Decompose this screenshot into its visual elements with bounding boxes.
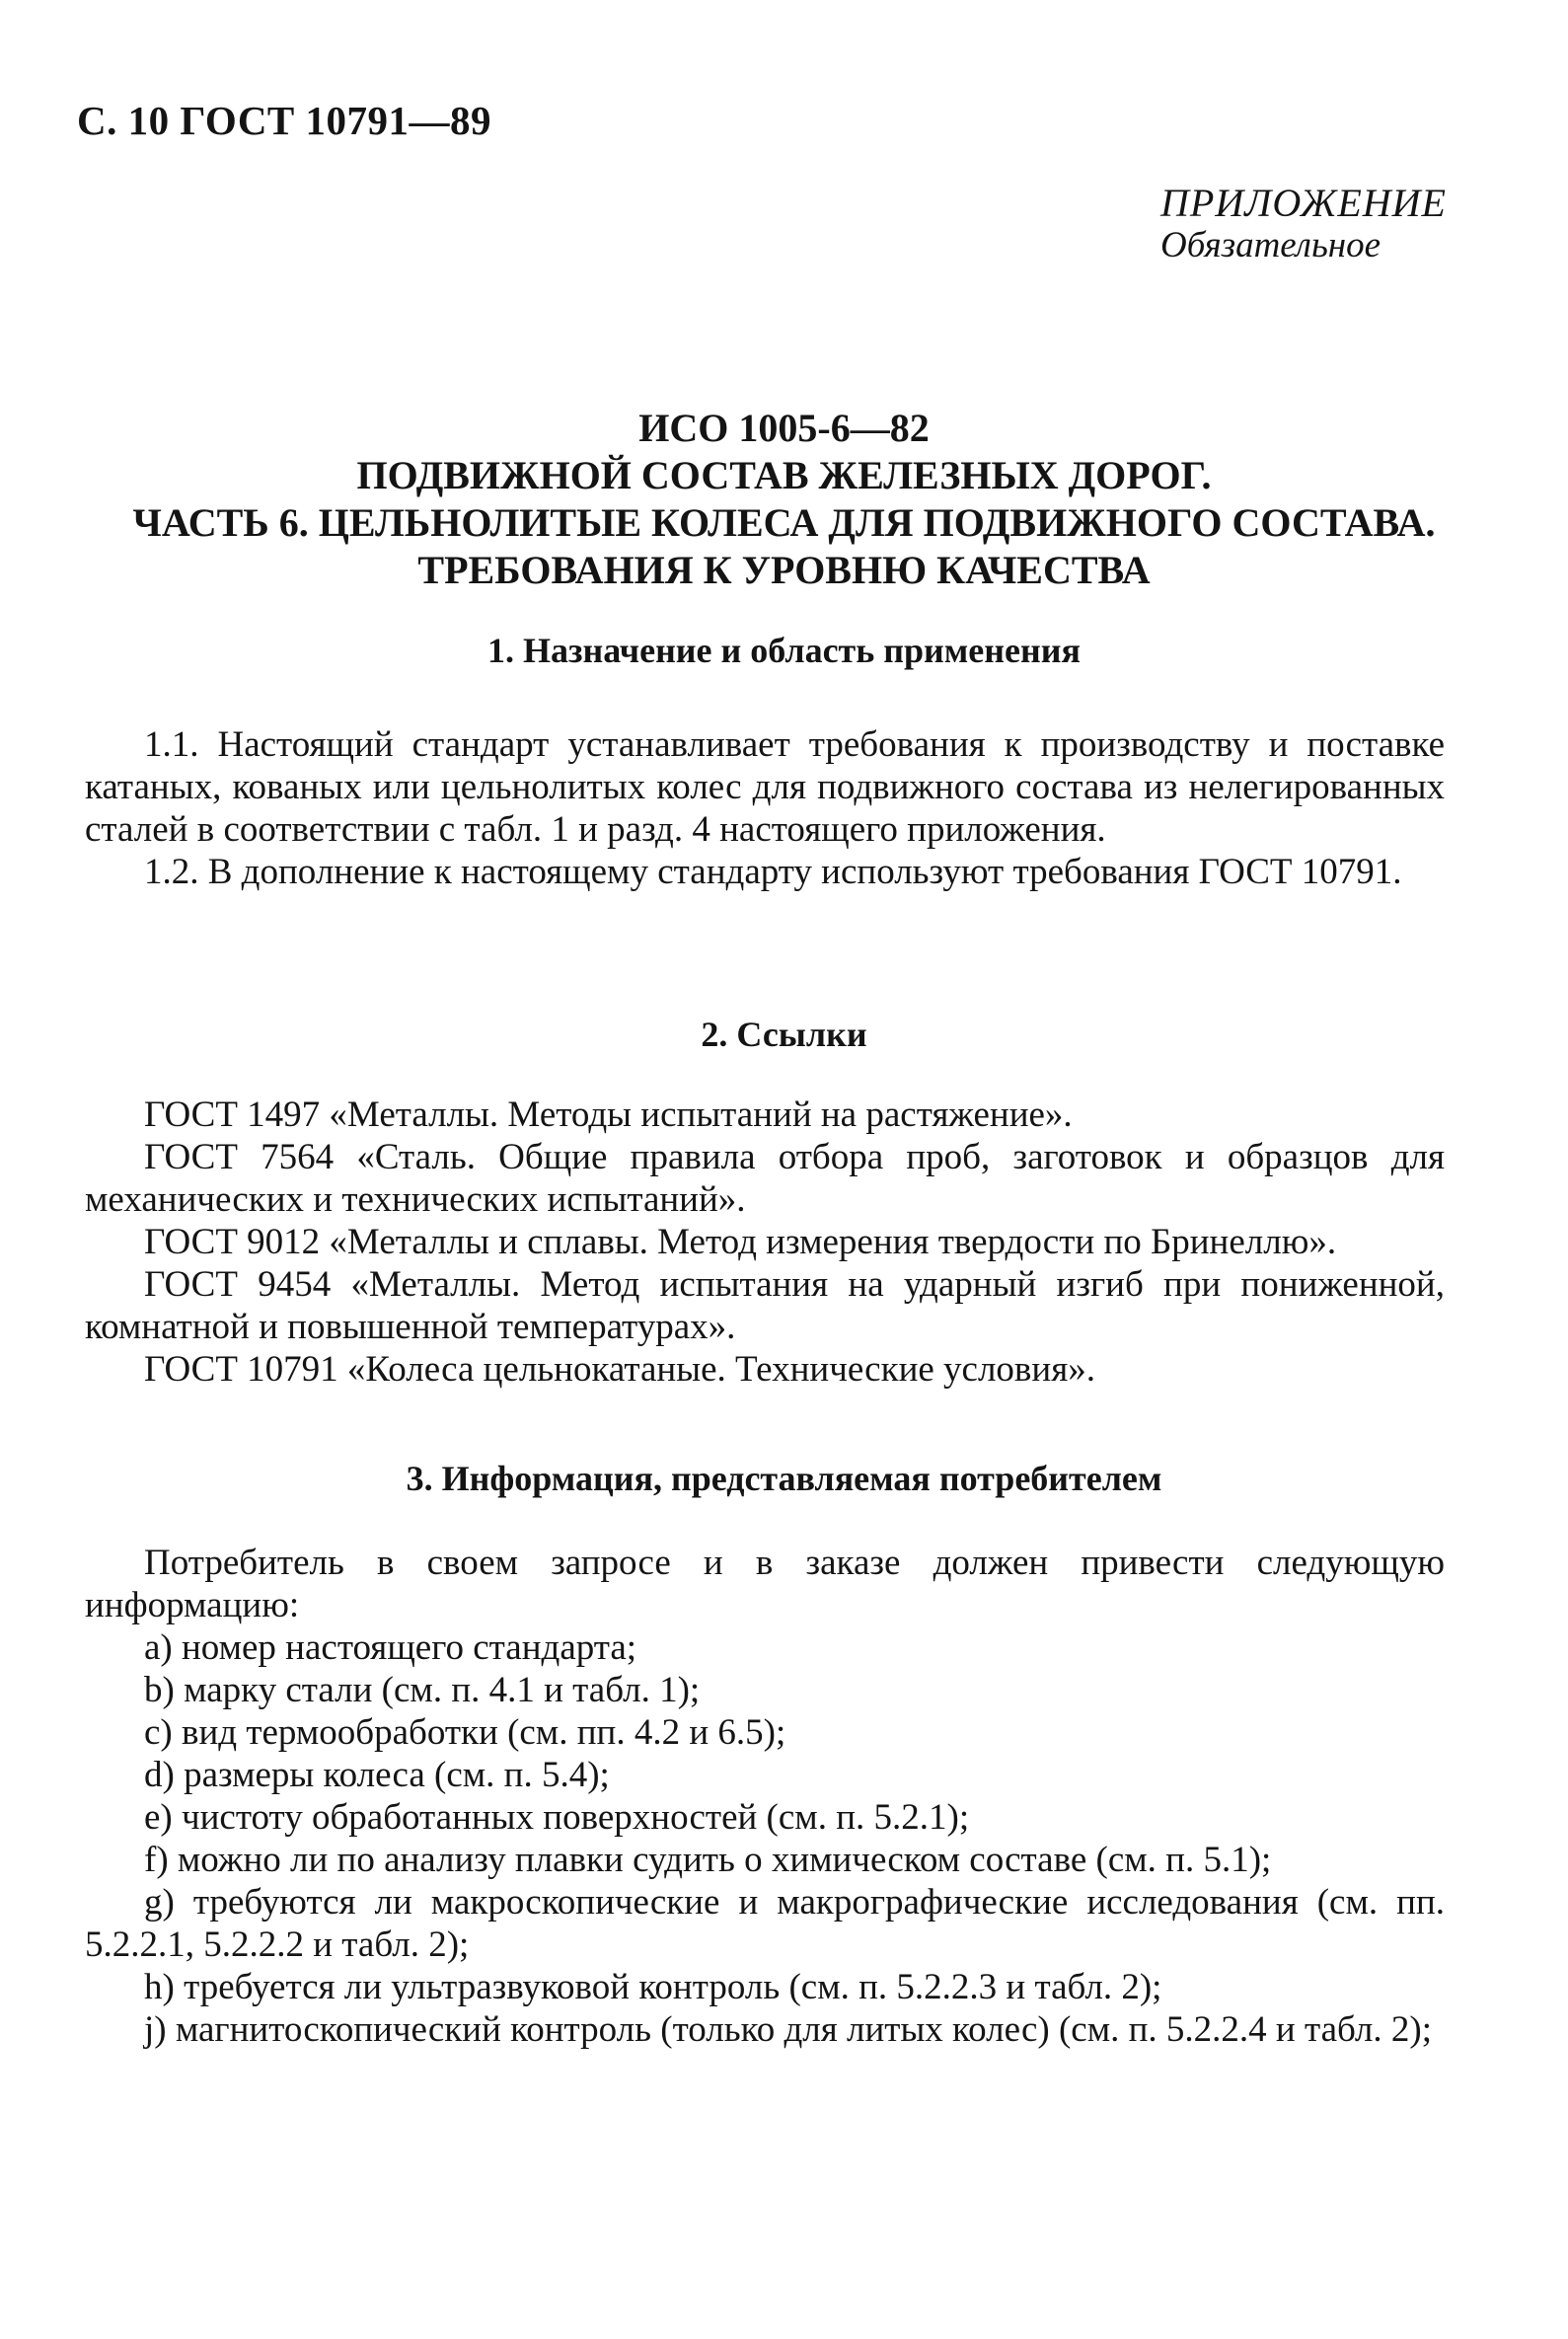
appendix-label: ПРИЛОЖЕНИЕ	[1160, 181, 1447, 225]
paragraph: Потребитель в своем запросе и в заказе должен привести следующую информацию:	[85, 1543, 1445, 1625]
title-line: ЧАСТЬ 6. ЦЕЛЬНОЛИТЫЕ КОЛЕСА ДЛЯ ПОДВИЖНОГО СОСТАВА.	[132, 500, 1436, 545]
list-item: h) требуется ли ультразвуковой контроль (см. п. 5.2.2.3 и табл. 2);	[144, 1967, 1162, 2007]
section-1-heading: 1. Назначение и область применения	[487, 631, 1081, 670]
title-line: ТРЕБОВАНИЯ К УРОВНЮ КАЧЕСТВА	[417, 548, 1151, 592]
section-1-body	[85, 723, 1445, 893]
reference-item: ГОСТ 7564 «Сталь. Общие правила отбора проб, заготовок и образцов для механических и технических испытаний».	[85, 1137, 1445, 1220]
list-item: g) требуются ли макроскопические и макрографические исследования (см. пп. 5.2.2.1, 5.2.2.2 и табл. 2);	[85, 1882, 1445, 1965]
section-3-heading: 3. Информация, представляемая потребителем	[406, 1459, 1162, 1498]
title-line: ПОДВИЖНОЙ СОСТАВ ЖЕЛЕЗНЫХ ДОРОГ.	[356, 453, 1212, 497]
list-item: f) можно ли по анализу плавки судить о химическом составе (см. п. 5.1);	[144, 1840, 1272, 1880]
page-header: С. 10 ГОСТ 10791—89	[77, 98, 492, 143]
section-3-body	[85, 1542, 1445, 2051]
reference-item: ГОСТ 9454 «Металлы. Метод испытания на ударный изгиб при пониженной, комнатной и повышенной температурах».	[85, 1264, 1445, 1347]
document-title	[59, 405, 1509, 594]
section-2-body	[85, 1094, 1445, 1391]
reference-item: ГОСТ 10791 «Колеса цельнокатаные. Технические условия».	[144, 1349, 1095, 1390]
reference-item: ГОСТ 9012 «Металлы и сплавы. Метод измерения твердости по Бринеллю».	[144, 1222, 1337, 1262]
list-item: a) номер настоящего стандарта;	[144, 1627, 637, 1668]
paragraph: 1.1. Настоящий стандарт устанавливает требования к производству и поставке катаных, кованых или цельнолитых колес для подвижного состава из нелегированных сталей в соответствии с табл. 1 и разд. 4 настоящего приложения.	[85, 724, 1445, 850]
list-item: b) марку стали (см. п. 4.1 и табл. 1);	[144, 1670, 701, 1710]
list-item: d) размеры колеса (см. п. 5.4);	[144, 1755, 610, 1795]
paragraph: 1.2. В дополнение к настоящему стандарту используют требования ГОСТ 10791.	[144, 852, 1402, 892]
appendix-block	[1160, 180, 1447, 266]
title-line: ИСО 1005-6—82	[638, 406, 930, 450]
appendix-note: Обязательное	[1160, 225, 1381, 265]
reference-item: ГОСТ 1497 «Металлы. Методы испытаний на растяжение».	[144, 1094, 1073, 1135]
list-item: j) магнитоскопический контроль (только для литых колес) (см. п. 5.2.2.4 и табл. 2);	[144, 2009, 1432, 2050]
list-item: e) чистоту обработанных поверхностей (см. п. 5.2.1);	[144, 1797, 970, 1838]
list-item: c) вид термообработки (см. пп. 4.2 и 6.5);	[144, 1712, 786, 1753]
section-2-heading: 2. Ссылки	[701, 1015, 867, 1054]
